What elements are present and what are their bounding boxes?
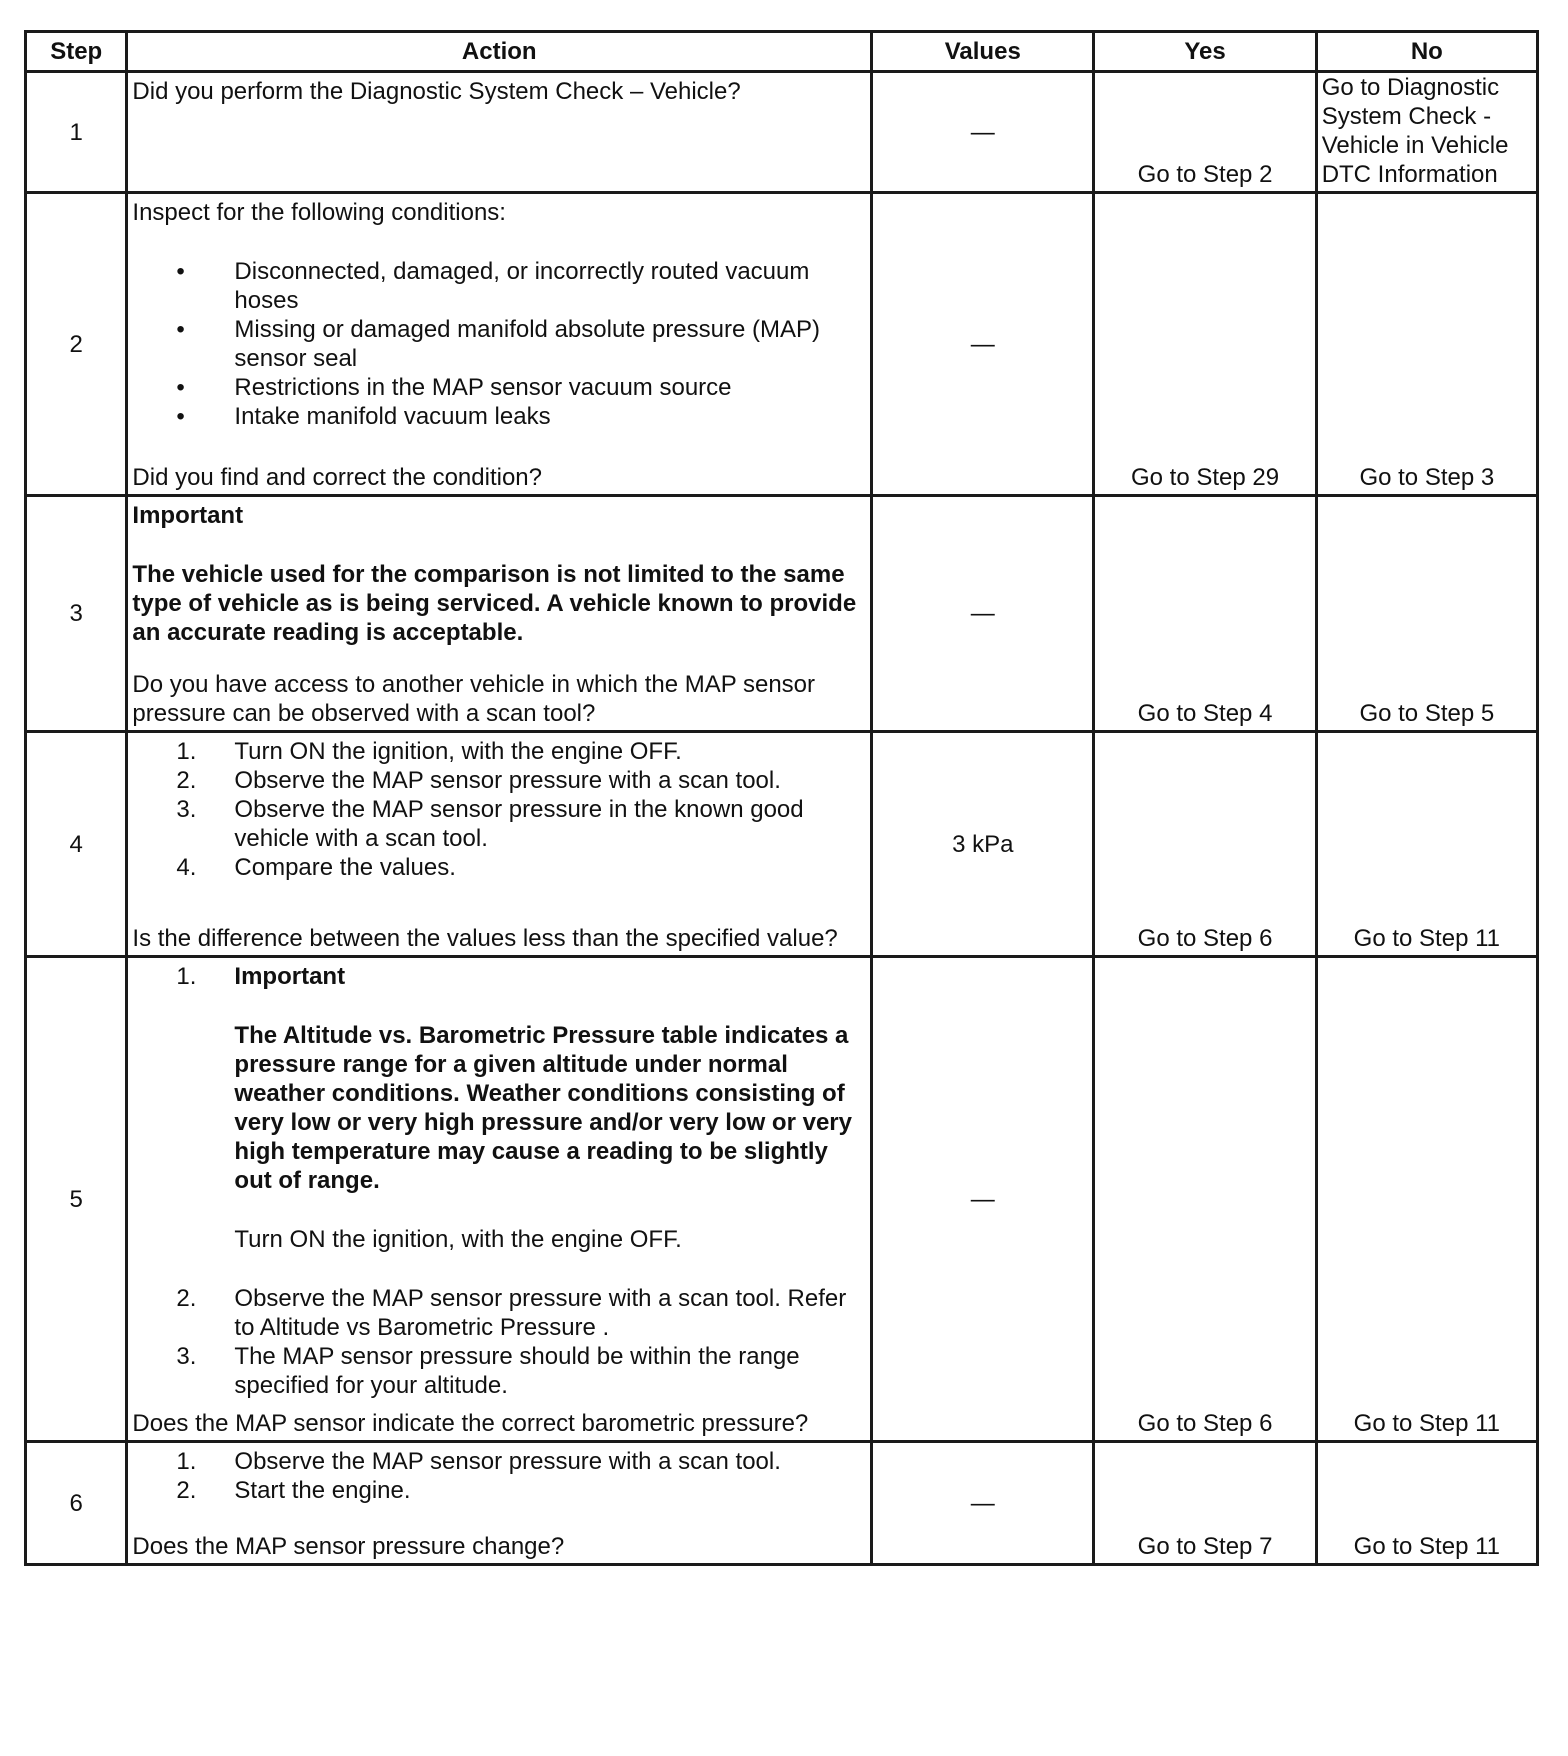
no-cell: Go to Step 11 — [1316, 732, 1537, 957]
no-cell: Go to Step 11 — [1316, 957, 1537, 1442]
table-row — [26, 496, 1538, 732]
header-step: Step — [26, 32, 127, 72]
header-no: No — [1316, 32, 1537, 72]
list-item: • Restrictions in the MAP sensor vacuum source — [176, 374, 732, 401]
action-question: Is the difference between the values less than the specified value? — [132, 925, 838, 952]
step-number: 5 — [26, 957, 127, 1442]
no-cell: Go to Diagnostic System Check - Vehicle in Vehicle DTC Information — [1316, 72, 1537, 193]
value-cell: — — [872, 496, 1094, 732]
action-question: Did you perform the Diagnostic System Check – Vehicle? — [132, 78, 741, 105]
list-item: • Missing or damaged manifold absolute pressure (MAP) sensor seal — [176, 316, 821, 372]
list-item: 2. Observe the MAP sensor pressure with a scan tool. Refer to Altitude vs Barometric Pressure . — [176, 1285, 847, 1341]
list-item: 3. Observe the MAP sensor pressure in the known good vehicle with a scan tool. — [176, 796, 804, 852]
action-cell — [127, 732, 872, 957]
condition-list — [132, 257, 862, 431]
header-action: Action — [127, 32, 872, 72]
procedure-list — [132, 962, 862, 1400]
value-cell: — — [872, 193, 1094, 496]
action-intro: Inspect for the following conditions: — [132, 199, 506, 226]
step-number: 1 — [26, 72, 127, 193]
value-cell: — — [872, 1442, 1094, 1565]
list-item: 1. Important The Altitude vs. Barometric Pressure table indicates a pressure range for a given altitude under normal weather conditions. Weather conditions consisting of very low or very high pressure and/or very low or very high temperature may cause a reading to be slightly out of range. Turn ON the ignition, with the engine OFF. — [132, 962, 862, 1284]
value-cell: — — [872, 957, 1094, 1442]
table-row — [26, 193, 1538, 496]
header-row — [26, 32, 1538, 72]
table-row — [26, 957, 1538, 1442]
list-item: 2. Observe the MAP sensor pressure with a scan tool. — [176, 767, 781, 794]
step-number: 2 — [26, 193, 127, 496]
header-values: Values — [872, 32, 1094, 72]
important-label: Important — [132, 502, 244, 529]
step-number: 4 — [26, 732, 127, 957]
step-number: 6 — [26, 1442, 127, 1565]
important-label: Important — [234, 963, 346, 990]
diagnostic-table — [24, 30, 1539, 1566]
step-text: Turn ON the ignition, with the engine OFF. — [234, 1226, 682, 1253]
table-row — [26, 72, 1538, 193]
procedure-list — [132, 1447, 862, 1505]
action-cell — [127, 193, 872, 496]
action-cell — [127, 72, 872, 193]
yes-cell: Go to Step 6 — [1094, 957, 1316, 1442]
table-row — [26, 1442, 1538, 1565]
list-item: 1. Observe the MAP sensor pressure with a scan tool. — [176, 1448, 781, 1475]
list-item: • Intake manifold vacuum leaks — [176, 403, 551, 430]
action-question: Does the MAP sensor indicate the correct barometric pressure? — [132, 1410, 809, 1437]
yes-cell: Go to Step 7 — [1094, 1442, 1316, 1565]
important-text: The vehicle used for the comparison is not limited to the same type of vehicle as is being serviced. A vehicle known to provide an accurate reading is acceptable. — [132, 561, 857, 646]
action-cell — [127, 1442, 872, 1565]
action-question: Did you find and correct the condition? — [132, 464, 542, 491]
no-cell: Go to Step 5 — [1316, 496, 1537, 732]
header-yes: Yes — [1094, 32, 1316, 72]
value-cell: 3 kPa — [872, 732, 1094, 957]
table-row — [26, 732, 1538, 957]
yes-cell: Go to Step 2 — [1094, 72, 1316, 193]
yes-cell: Go to Step 6 — [1094, 732, 1316, 957]
list-item: 3. The MAP sensor pressure should be within the range specified for your altitude. — [176, 1343, 800, 1399]
action-question: Does the MAP sensor pressure change? — [132, 1533, 565, 1560]
action-question: Do you have access to another vehicle in which the MAP sensor pressure can be observed with a scan tool? — [132, 671, 815, 727]
list-item: • Disconnected, damaged, or incorrectly routed vacuum hoses — [176, 258, 810, 314]
list-item: 1. Turn ON the ignition, with the engine OFF. — [176, 738, 682, 765]
important-text: The Altitude vs. Barometric Pressure table indicates a pressure range for a given altitude under normal weather conditions. Weather conditions consisting of very low or very high pressure and/or very low or very high temperature may cause a reading to be slightly out of range. — [234, 1022, 852, 1194]
step-number: 3 — [26, 496, 127, 732]
no-cell: Go to Step 11 — [1316, 1442, 1537, 1565]
value-cell: — — [872, 72, 1094, 193]
yes-cell: Go to Step 29 — [1094, 193, 1316, 496]
no-cell: Go to Step 3 — [1316, 193, 1537, 496]
list-item: 2. Start the engine. — [176, 1477, 411, 1504]
list-item: 4. Compare the values. — [176, 854, 456, 881]
yes-cell: Go to Step 4 — [1094, 496, 1316, 732]
action-cell — [127, 496, 872, 732]
action-cell — [127, 957, 872, 1442]
procedure-list — [132, 737, 862, 882]
